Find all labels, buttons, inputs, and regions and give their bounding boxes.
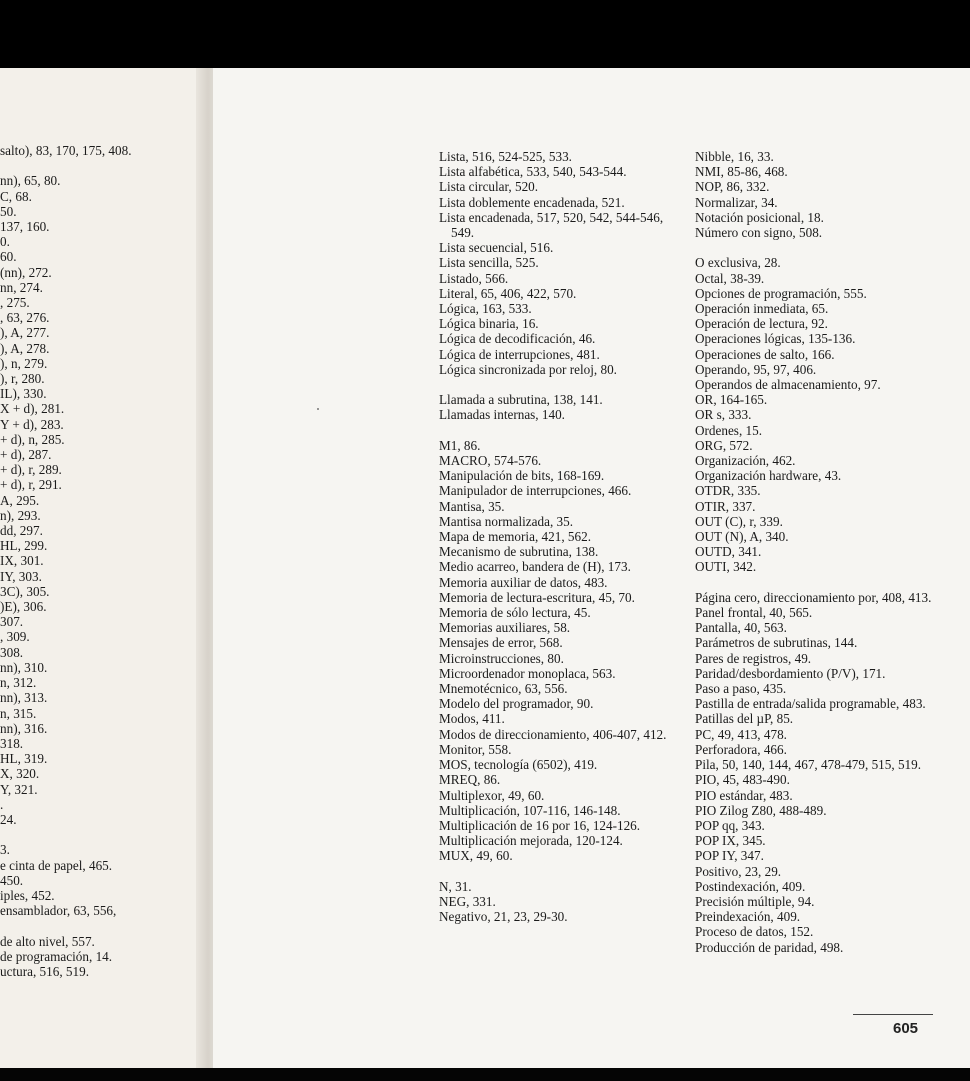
index-entry: 308. <box>0 644 24 660</box>
index-entry: de alto nivel, 557. <box>0 933 95 949</box>
index-entry: )E), 306. <box>0 599 47 615</box>
index-entry: POP IX, 345. <box>695 833 766 849</box>
index-entry: Opciones de programación, 555. <box>695 285 867 301</box>
index-entry: 0. <box>0 234 10 250</box>
index-gap <box>0 918 132 933</box>
index-entry: Literal, 65, 406, 422, 570. <box>439 285 577 301</box>
index-entry: , 275. <box>0 295 30 311</box>
index-entry: ), n, 279. <box>0 355 48 371</box>
index-entry: iples, 452. <box>0 887 55 903</box>
index-entry: Mecanismo de subrutina, 138. <box>439 544 599 560</box>
index-entry: ORG, 572. <box>695 437 753 453</box>
index-entry: X + d), 281. <box>0 401 65 417</box>
index-entry: ), r, 280. <box>0 371 45 387</box>
index-entry: 3. <box>0 842 10 858</box>
speck <box>317 408 319 410</box>
index-entry: ensamblador, 63, 556, <box>0 903 117 919</box>
index-entry: 318. <box>0 735 24 751</box>
index-entry: , 309. <box>0 629 30 645</box>
index-entry: Lista alfabética, 533, 540, 543-544. <box>439 164 627 180</box>
index-entry: n), 293. <box>0 507 41 523</box>
index-entry: HL, 299. <box>0 538 48 554</box>
index-entry: IX, 301. <box>0 553 44 569</box>
index-entry: Y + d), 283. <box>0 416 64 432</box>
index-entry: Proceso de datos, 152. <box>695 924 814 940</box>
index-entry: Multiplicación, 107-116, 146-148. <box>439 802 621 818</box>
index-entry: Multiplicación mejorada, 120-124. <box>439 833 623 849</box>
index-entry: nn), 313. <box>0 690 48 706</box>
index-entry: Manipulación de bits, 168-169. <box>439 468 605 484</box>
index-entry: Mantisa normalizada, 35. <box>439 513 574 529</box>
index-entry: Operando, 95, 97, 406. <box>695 361 817 377</box>
index-entry: Lista, 516, 524-525, 533. <box>439 149 572 164</box>
index-entry: Lista encadenada, 517, 520, 542, 544-546, 549. <box>439 209 664 241</box>
index-entry: OUT (N), A, 340. <box>695 529 789 545</box>
index-entry: Microinstrucciones, 80. <box>439 650 564 666</box>
index-entry: Paridad/desbordamiento (P/V), 171. <box>695 665 886 681</box>
index-column-n-p <box>695 149 955 955</box>
index-entry: IL), 330. <box>0 386 47 402</box>
index-entry: Número con signo, 508. <box>695 225 823 241</box>
index-entry: Pastilla de entrada/salida programable, 483. <box>695 696 926 712</box>
index-entry: Monitor, 558. <box>439 741 512 757</box>
index-entry: ), A, 277. <box>0 325 50 341</box>
index-entry: Octal, 38-39. <box>695 270 765 286</box>
index-entry: Mensajes de error, 568. <box>439 635 563 651</box>
index-entry: NOP, 86, 332. <box>695 179 770 195</box>
index-entry: POP qq, 343. <box>695 817 765 833</box>
index-entry: Preindexación, 409. <box>695 909 801 925</box>
index-entry: dd, 297. <box>0 523 43 539</box>
index-entry: 450. <box>0 872 24 888</box>
index-entry: Listado, 566. <box>439 270 509 286</box>
index-entry: 137, 160. <box>0 219 50 234</box>
index-entry: n, 315. <box>0 705 37 721</box>
index-entry: Memoria de sólo lectura, 45. <box>439 605 591 621</box>
index-entry: 50. <box>0 203 17 219</box>
index-entry: 3C), 305. <box>0 583 50 599</box>
index-entry: Y, 321. <box>0 781 38 797</box>
index-entry: HL, 319. <box>0 751 48 767</box>
index-entry: salto), 83, 170, 175, 408. <box>0 143 132 158</box>
index-entry: Notación posicional, 18. <box>695 209 824 225</box>
index-entry: Medio acarreo, bandera de (H), 173. <box>439 559 631 575</box>
index-entry: Mapa de memoria, 421, 562. <box>439 529 591 545</box>
index-entry: Lógica de interrupciones, 481. <box>439 346 600 362</box>
index-entry: NEG, 331. <box>439 893 496 909</box>
index-entry: C, 68. <box>0 188 32 204</box>
index-entry: Organización, 462. <box>695 453 796 469</box>
index-entry: Memoria auxiliar de datos, 483. <box>439 574 608 590</box>
index-entry: Perforadora, 466. <box>695 741 787 757</box>
index-entry: nn), 65, 80. <box>0 173 61 189</box>
index-entry: PIO estándar, 483. <box>695 787 793 803</box>
left-page <box>0 68 208 1070</box>
index-entry: POP IY, 347. <box>695 848 764 864</box>
page-number-rule <box>853 1014 933 1015</box>
page-number: 605 <box>893 1020 919 1037</box>
index-entry: Página cero, direccionamiento por, 408, 413. <box>695 589 932 605</box>
index-entry: Modos de direccionamiento, 406-407, 412. <box>439 726 667 742</box>
index-entry: Multiplexor, 49, 60. <box>439 787 545 803</box>
index-entry: Postindexación, 409. <box>695 878 806 894</box>
index-entry: OUTD, 341. <box>695 544 762 560</box>
index-entry: N, 31. <box>439 878 472 894</box>
index-entry: Precisión múltiple, 94. <box>695 893 815 909</box>
index-entry: A, 295. <box>0 492 40 508</box>
index-gap <box>439 377 674 392</box>
index-entry: Ordenes, 15. <box>695 422 763 438</box>
index-gap <box>0 827 132 842</box>
index-column-l-n <box>439 149 674 924</box>
index-entry: Parámetros de subrutinas, 144. <box>695 635 858 651</box>
index-entry: Memoria de lectura-escritura, 45, 70. <box>439 589 635 605</box>
index-entry: PC, 49, 413, 478. <box>695 726 787 742</box>
index-entry: Nibble, 16, 33. <box>695 149 774 164</box>
index-entry: X, 320. <box>0 766 40 782</box>
index-entry: Mnemotécnico, 63, 556. <box>439 681 568 697</box>
index-gap <box>439 423 674 438</box>
index-entry: + d), r, 289. <box>0 462 62 478</box>
index-entry: Lógica sincronizada por reloj, 80. <box>439 361 617 377</box>
index-entry: MUX, 49, 60. <box>439 848 513 864</box>
index-entry: OUTI, 342. <box>695 559 757 575</box>
index-gap <box>695 575 955 590</box>
index-entry: 24. <box>0 811 17 827</box>
index-entry: M1, 86. <box>439 437 481 453</box>
index-entry: Llamada a subrutina, 138, 141. <box>439 392 603 408</box>
index-entry: nn), 316. <box>0 720 48 736</box>
index-entry: nn, 274. <box>0 279 43 295</box>
index-entry: Llamadas internas, 140. <box>439 407 565 423</box>
index-gap <box>439 864 674 879</box>
index-entry: PIO, 45, 483-490. <box>695 772 790 788</box>
index-gap <box>695 240 955 255</box>
index-entry: Normalizar, 34. <box>695 194 778 210</box>
index-entry: + d), n, 285. <box>0 431 65 447</box>
index-entry: Modelo del programador, 90. <box>439 696 594 712</box>
index-entry: Operaciones de salto, 166. <box>695 346 835 362</box>
index-entry: OTDR, 335. <box>695 483 761 499</box>
index-entry: n, 312. <box>0 675 37 691</box>
index-entry: Lista sencilla, 525. <box>439 255 539 271</box>
index-entry: IY, 303. <box>0 568 42 584</box>
index-entry: Microordenador monoplaca, 563. <box>439 665 616 681</box>
index-entry: ), A, 278. <box>0 340 50 356</box>
index-entry: Operación de lectura, 92. <box>695 316 828 332</box>
index-entry: Operación inmediata, 65. <box>695 301 829 317</box>
index-entry: Memorias auxiliares, 58. <box>439 620 571 636</box>
index-entry: nn), 310. <box>0 659 48 675</box>
index-entry: MOS, tecnología (6502), 419. <box>439 757 598 773</box>
index-entry: Lógica de decodificación, 46. <box>439 331 596 347</box>
index-gap <box>0 158 132 173</box>
index-entry: de programación, 14. <box>0 948 113 964</box>
index-entry: Operandos de almacenamiento, 97. <box>695 377 881 393</box>
index-entry: Lógica binaria, 16. <box>439 316 539 332</box>
index-entry: Modos, 411. <box>439 711 505 727</box>
index-entry: Manipulador de interrupciones, 466. <box>439 483 632 499</box>
index-entry: Lista doblemente encadenada, 521. <box>439 194 625 210</box>
index-entry: 307. <box>0 614 24 630</box>
index-entry: + d), 287. <box>0 447 52 463</box>
index-entry: Producción de paridad, 498. <box>695 939 844 955</box>
index-entry: Lista circular, 520. <box>439 179 539 195</box>
index-entry: OUT (C), r, 339. <box>695 513 783 529</box>
index-entry: Lista secuencial, 516. <box>439 240 554 256</box>
index-entry: 60. <box>0 249 17 265</box>
index-entry: O exclusiva, 28. <box>695 255 781 271</box>
index-entry: Organización hardware, 43. <box>695 468 842 484</box>
index-entry: PIO Zilog Z80, 488-489. <box>695 802 827 818</box>
index-entry: e cinta de papel, 465. <box>0 857 113 873</box>
index-entry: , 63, 276. <box>0 310 50 326</box>
index-entry: OR, 164-165. <box>695 392 768 408</box>
index-entry: Paso a paso, 435. <box>695 681 787 697</box>
index-entry: Panel frontal, 40, 565. <box>695 605 813 621</box>
index-entry: NMI, 85-86, 468. <box>695 164 788 180</box>
index-entry: Mantisa, 35. <box>439 498 505 514</box>
index-entry: uctura, 516, 519. <box>0 963 89 979</box>
index-entry: + d), r, 291. <box>0 477 62 493</box>
index-entry: Positivo, 23, 29. <box>695 863 782 879</box>
index-entry: Multiplicación de 16 por 16, 124-126. <box>439 817 641 833</box>
index-entry: (nn), 272. <box>0 264 52 280</box>
index-entry: . <box>0 796 4 812</box>
index-entry: Operaciones lógicas, 135-136. <box>695 331 856 347</box>
right-page <box>213 68 970 1070</box>
index-entry: Pila, 50, 140, 144, 467, 478-479, 515, 519. <box>695 757 922 773</box>
index-entry: Patillas del µP, 85. <box>695 711 794 727</box>
left-index-column <box>0 143 132 979</box>
index-entry: Pantalla, 40, 563. <box>695 620 787 636</box>
index-entry: Pares de registros, 49. <box>695 650 812 666</box>
index-entry: Negativo, 21, 23, 29-30. <box>439 909 568 925</box>
bottom-edge <box>0 1068 970 1081</box>
index-entry: MREQ, 86. <box>439 772 501 788</box>
index-entry: OTIR, 337. <box>695 498 756 514</box>
index-entry: OR s, 333. <box>695 407 752 423</box>
index-entry: MACRO, 574-576. <box>439 453 542 469</box>
index-entry: Lógica, 163, 533. <box>439 301 532 317</box>
